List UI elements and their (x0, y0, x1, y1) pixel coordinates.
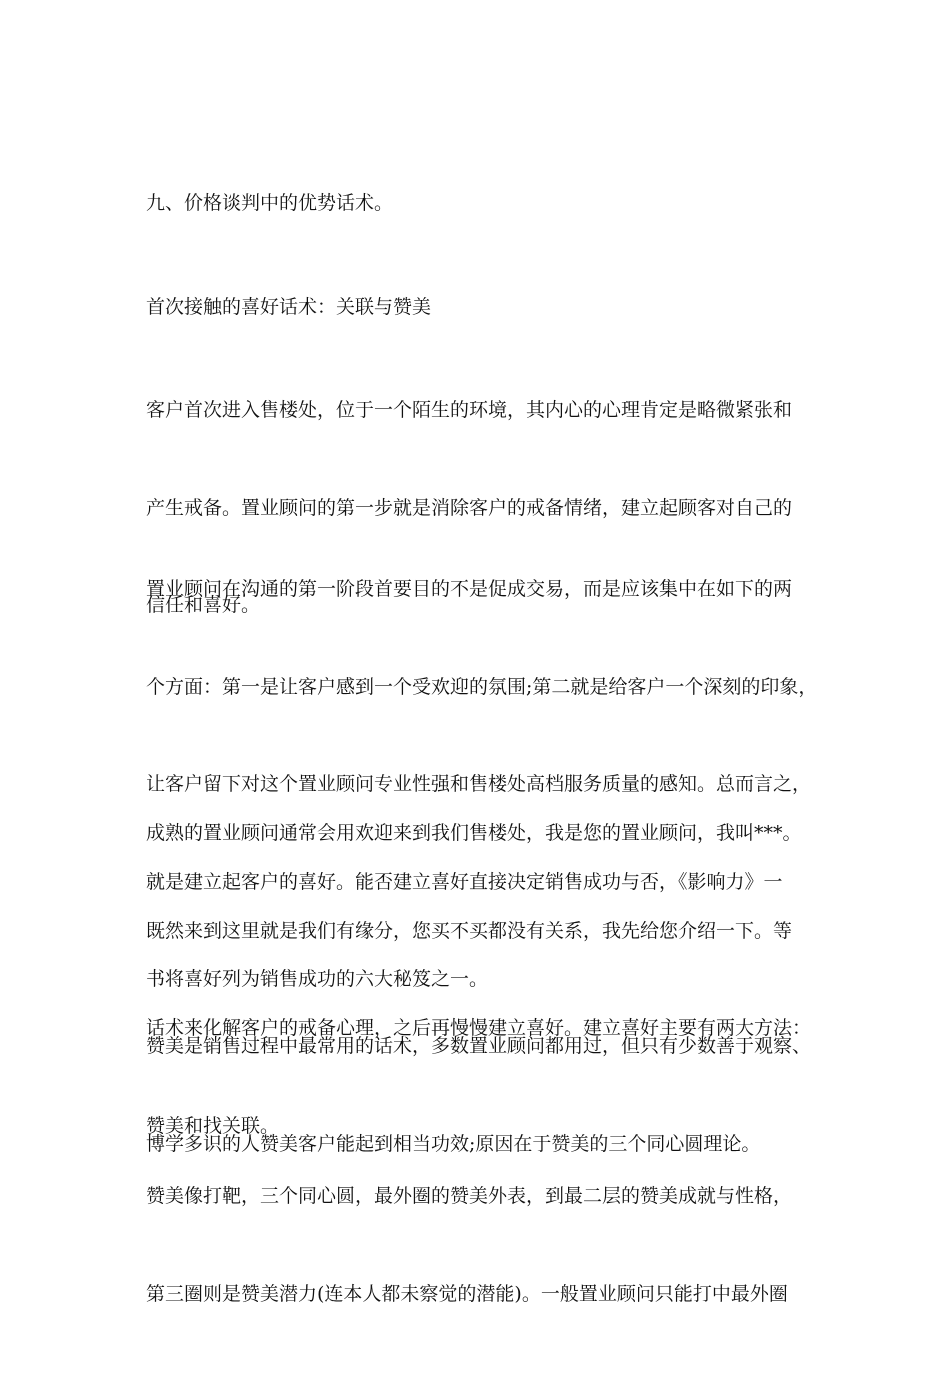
paragraph-line: 信任和喜好。 (146, 594, 261, 616)
paragraph-line: 成熟的置业顾问通常会用欢迎来到我们售楼处，我是您的置业顾问，我叫***。 (146, 822, 802, 844)
section-heading-text: 九、价格谈判中的优势话术。 (146, 192, 394, 214)
paragraph-line: 博学多识的人赞美客户能起到相当功效;原因在于赞美的三个同心圆理论。 (146, 1132, 761, 1155)
paragraph-line: 就是建立起客户的喜好。能否建立喜好直接决定销售成功与否，《影响力》一 (146, 870, 783, 893)
paragraph-line: 产生戒备。置业顾问的第一步就是消除客户的戒备情绪，建立起顾客对自己的 (146, 496, 793, 519)
paragraph-line: 既然来到这里就是我们有缘分，您买不买都没有关系，我先给您介绍一下。等 (146, 919, 793, 942)
paragraph-line: 赞美像打靶，三个同心圆，最外圈的赞美外表，到最二层的赞美成就与性格， (146, 1185, 793, 1207)
section-subheading-text: 首次接触的喜好话术：关联与赞美 (146, 296, 432, 318)
paragraph-line: 个方面：第一是让客户感到一个受欢迎的氛围;第二就是给客户一个深刻的印象， (146, 675, 818, 698)
paragraph-line: 客户首次进入售楼处，位于一个陌生的环境，其内心的心理肯定是略微紧张和 (146, 399, 793, 421)
paragraph-line: 让客户留下对这个置业顾问专业性强和售楼处高档服务质量的感知。总而言之， (146, 773, 812, 795)
paragraph-5 (146, 1115, 810, 1375)
paragraph-line: 置业顾问在沟通的第一阶段首要目的不是促成交易，而是应该集中在如下的两 (146, 578, 793, 600)
paragraph-line: 赞美是销售过程中最常用的话术，多数置业顾问都用过，但只有少数善于观察、 (146, 1035, 812, 1057)
paragraph-line: 书将喜好列为销售成功的六大秘笈之一。 (146, 968, 489, 990)
paragraph-line: 话术来化解客户的戒备心理，之后再慢慢建立喜好。建立喜好主要有两大方法： (146, 1017, 812, 1039)
paragraph-line: 赞美和找关联。 (146, 1114, 280, 1137)
paragraph-line: 第三圈则是赞美潜力(连本人都未察觉的潜能)。一般置业顾问只能打中最外圈 (146, 1282, 788, 1305)
